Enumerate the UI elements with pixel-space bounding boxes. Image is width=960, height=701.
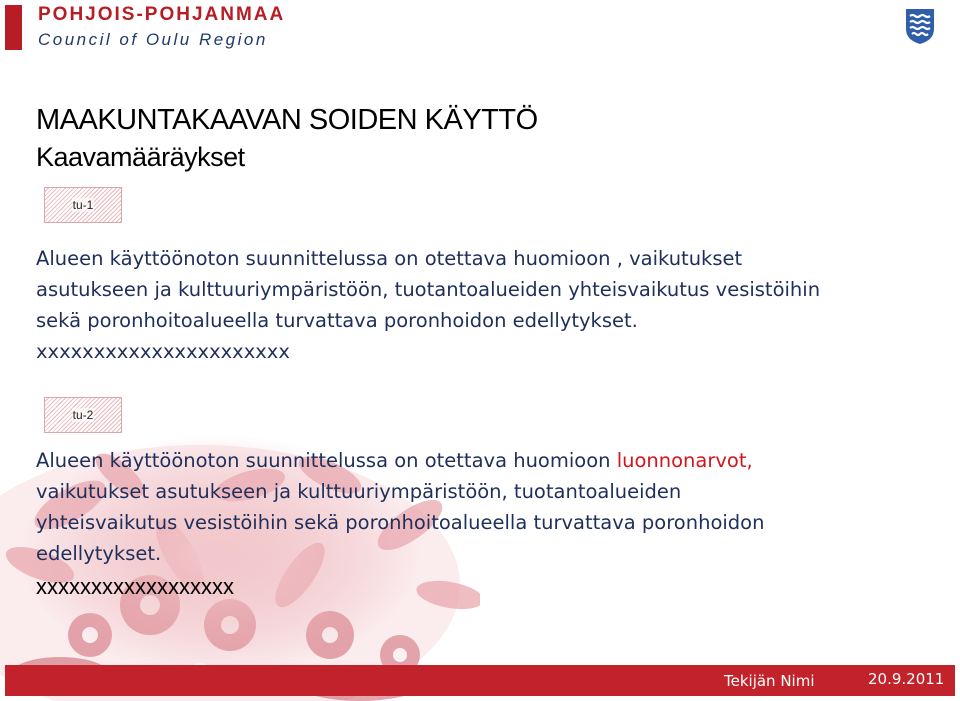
highlighted-text: luonnonarvot, bbox=[616, 449, 753, 472]
slide-subtitle: Kaavamääräykset bbox=[36, 142, 245, 172]
regulation-text-tu-1 bbox=[36, 243, 820, 336]
organization-name: POHJOIS-POHJANMAA bbox=[38, 4, 286, 25]
footer-date: 20.9.2011 bbox=[868, 670, 945, 688]
placeholder-text: xxxxxxxxxxxxxxxxxxxxxx bbox=[36, 340, 290, 363]
header-accent-bar bbox=[5, 5, 22, 50]
legend-label: tu-2 bbox=[72, 408, 94, 422]
legend-swatch-tu-2 bbox=[44, 397, 122, 433]
regulation-text-tu-2 bbox=[36, 445, 764, 569]
slide-title: MAAKUNTAKAAVAN SOIDEN KÄYTTÖ bbox=[36, 104, 538, 136]
text-segment: Alueen käyttöönoton suunnittelussa on otettava huomioon bbox=[36, 449, 617, 472]
placeholder-text: xxxxxxxxxxxxxxxxxx bbox=[36, 574, 234, 599]
text-line: sekä poronhoitoalueella turvattava poronhoidon edellytykset. bbox=[36, 309, 638, 332]
footer-author: Tekijän Nimi bbox=[724, 672, 815, 690]
text-line: asutukseen ja kulttuuriympäristöön, tuotantoalueiden yhteisvaikutus vesistöihin bbox=[36, 278, 821, 301]
legend-label: tu-1 bbox=[72, 198, 94, 212]
coat-of-arms-icon bbox=[904, 7, 936, 45]
text-line bbox=[36, 445, 764, 476]
organization-subtitle: Council of Oulu Region bbox=[38, 30, 268, 49]
legend-swatch-tu-1 bbox=[44, 187, 122, 223]
text-line: edellytykset. bbox=[36, 542, 162, 565]
text-line: Alueen käyttöönoton suunnittelussa on otettava huomioon , vaikutukset bbox=[36, 247, 743, 270]
text-line: vaikutukset asutukseen ja kulttuuriympäristöön, tuotantoalueiden bbox=[36, 480, 682, 503]
text-line: yhteisvaikutus vesistöihin sekä poronhoitoalueella turvattava poronhoidon bbox=[36, 511, 765, 534]
